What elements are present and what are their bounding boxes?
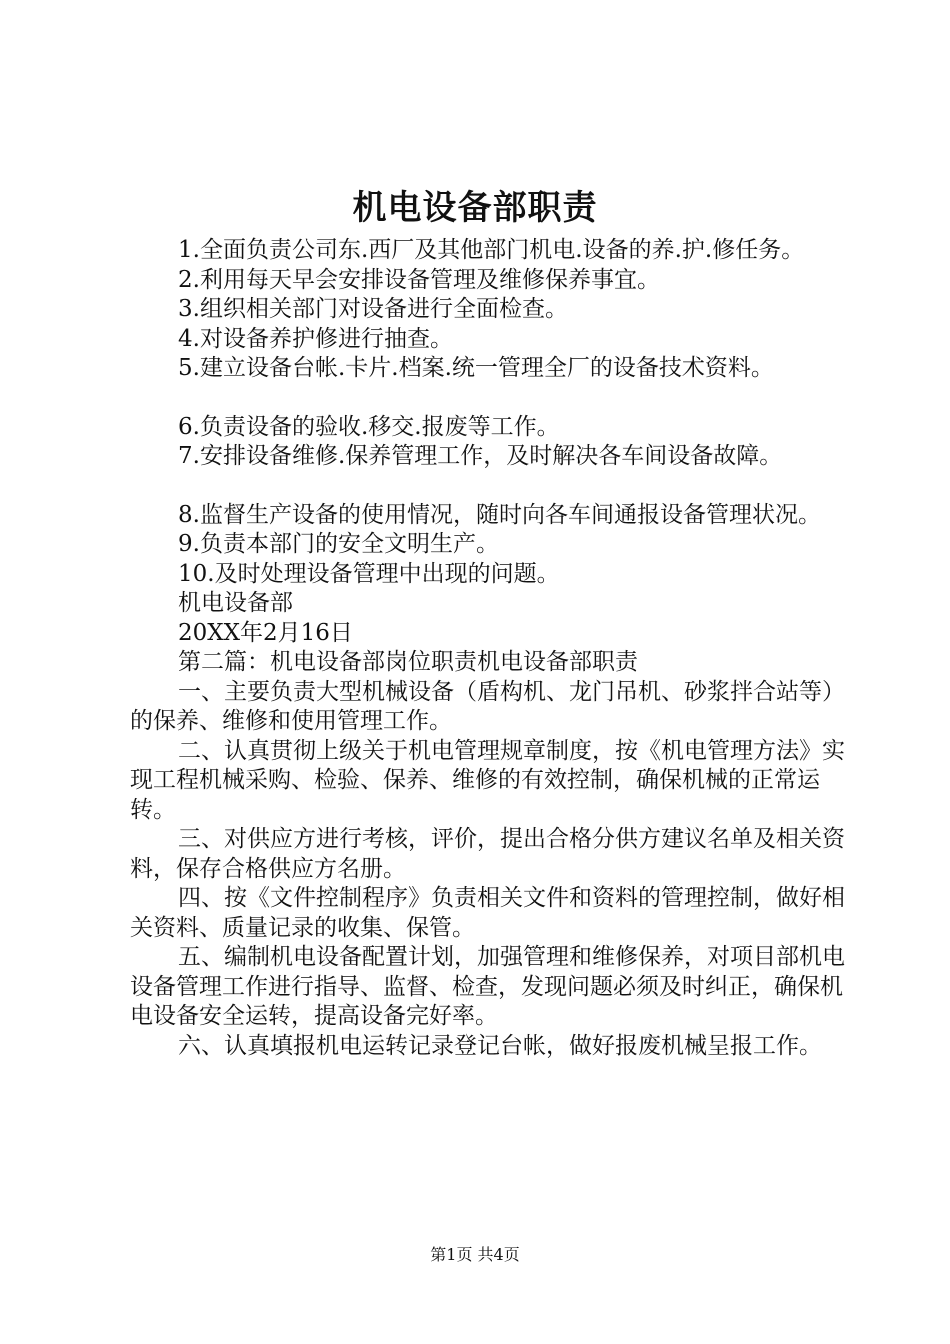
page-title: 机电设备部职责: [352, 188, 598, 228]
paragraph: 9.负责本部门的安全文明生产。: [178, 531, 499, 557]
paragraph: 4.对设备养护修进行抽查。: [178, 325, 453, 352]
paragraph: 一、主要负责大型机械设备（盾构机、龙门吊机、砂浆拌合站等）的保养、维修和使用管理工作。: [130, 678, 845, 734]
paragraph: 7.安排设备维修.保养管理工作，及时解决各车间设备故障。: [178, 443, 783, 469]
signature-date: 20XX年2月16日: [178, 619, 353, 646]
paragraph: 四、按《文件控制程序》负责相关文件和资料的管理控制，做好相关资料、质量记录的收集、保管。: [130, 885, 845, 941]
paragraph: 5.建立设备台帐.卡片.档案.统一管理全厂的设备技术资料。: [178, 355, 774, 381]
signature-department: 机电设备部: [178, 590, 293, 616]
paragraph: 二、认真贯彻上级关于机电管理规章制度，按《机电管理方法》实现工程机械采购、检验、保养、维修的有效控制，确保机械的正常运转。: [130, 737, 845, 823]
paragraph: 五、编制机电设备配置计划，加强管理和维修保养，对项目部机电设备管理工作进行指导、监督、检查，发现问题必须及时纠正，确保机电设备安全运转，提高设备完好率。: [130, 944, 845, 1029]
document-body: [130, 236, 850, 1061]
paragraph: 10.及时处理设备管理中出现的问题。: [178, 560, 560, 587]
paragraph: 2.利用每天早会安排设备管理及维修保养事宜。: [178, 266, 660, 293]
paragraph: 3.组织相关部门对设备进行全面检查。: [178, 296, 568, 322]
paragraph: 三、对供应方进行考核，评价，提出合格分供方建议名单及相关资料，保存合格供应方名册。: [130, 826, 845, 882]
paragraph: 六、认真填报机电运转记录登记台帐，做好报废机械呈报工作。: [178, 1032, 822, 1059]
paragraph: 1.全面负责公司东.西厂及其他部门机电.设备的养.护.修任务。: [178, 237, 805, 263]
section-heading: 第二篇：机电设备部岗位职责机电设备部职责: [178, 649, 638, 675]
paragraph: 6.负责设备的验收.移交.报废等工作。: [178, 413, 560, 440]
page-footer: 第1页 共4页: [430, 1245, 520, 1264]
paragraph: 8.监督生产设备的使用情况，随时向各车间通报设备管理状况。: [178, 501, 821, 528]
